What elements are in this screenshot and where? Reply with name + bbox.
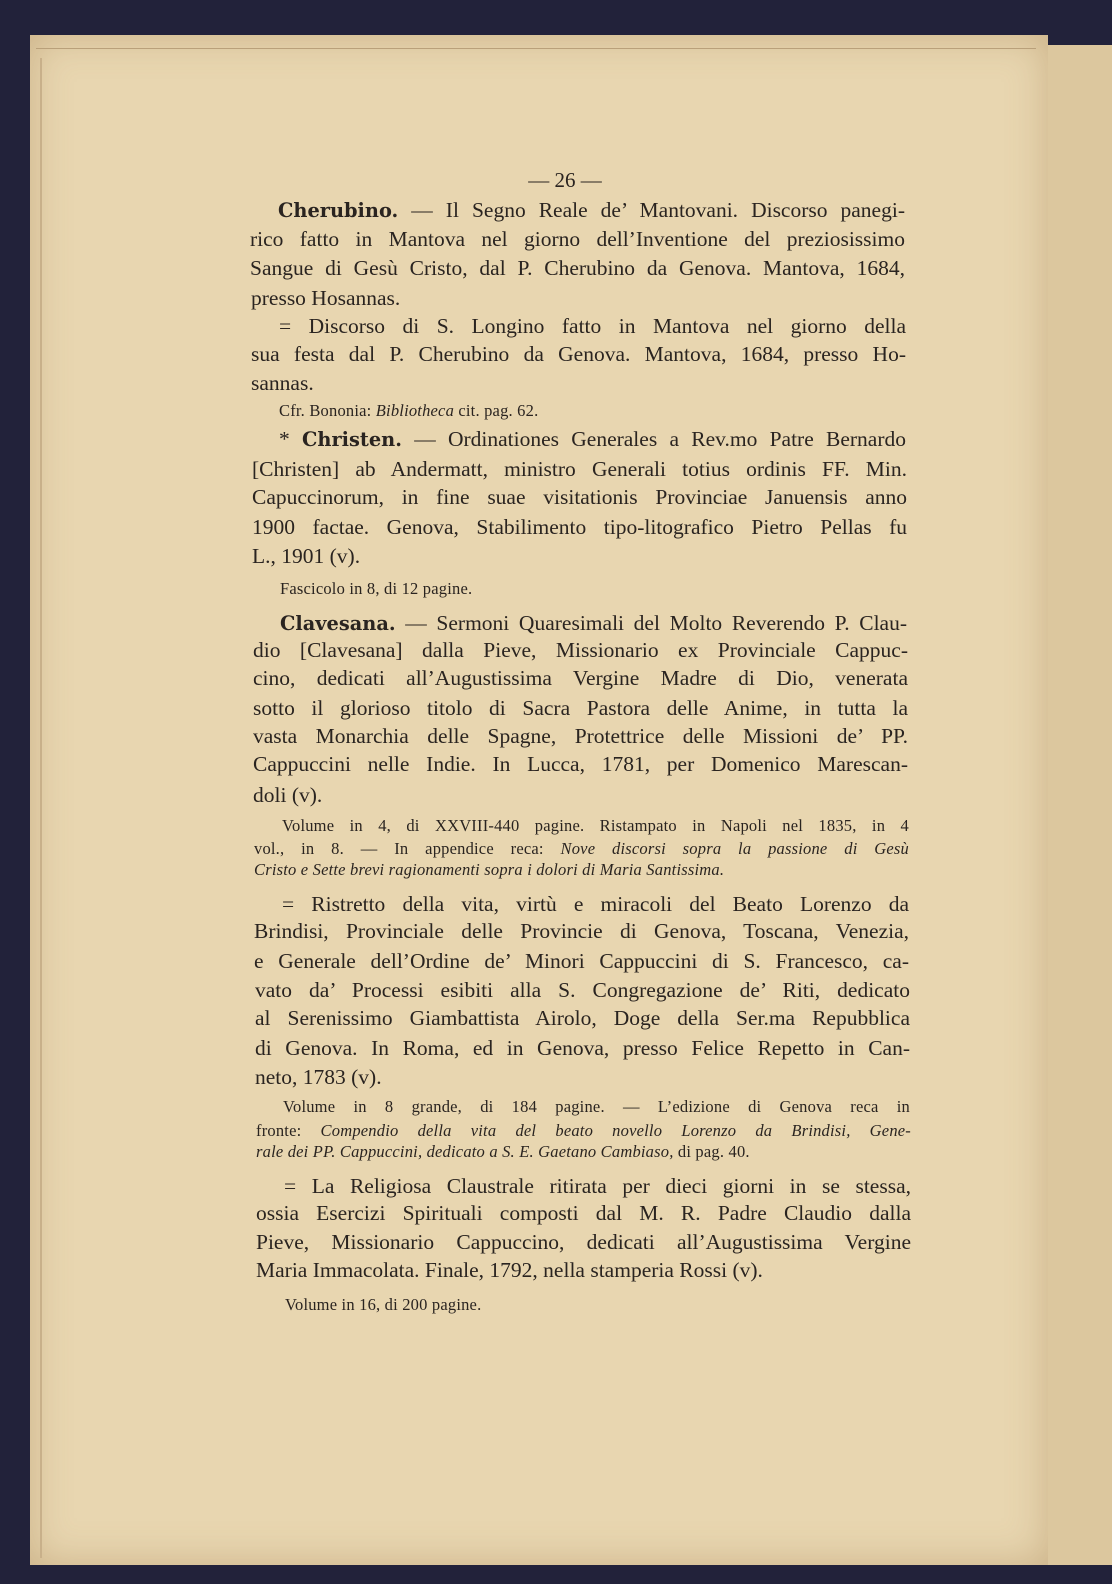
text-segment: presso Hosannas. — [251, 286, 401, 310]
text-segment: neto, 1783 (v). — [255, 1065, 382, 1089]
text-segment: Cfr. Bononia: — [279, 401, 376, 420]
text-segment: di pag. 40. — [673, 1142, 750, 1161]
text-segment: vol., in 8. — In appendice reca: — [254, 839, 561, 858]
text-line — [280, 611, 907, 636]
italic-title: Cristo e Sette brevi ragionamenti sopra i dolori di Maria Santissima. — [254, 860, 725, 879]
text-segment: vasta Monarchia delle Spagne, Protettrice delle Missioni de’ PP. — [253, 724, 908, 748]
note-line — [254, 860, 909, 880]
text-line — [252, 457, 907, 482]
page-number: — 26 — — [528, 168, 602, 192]
text-line — [253, 638, 908, 663]
text-segment: Brindisi, Provinciale delle Provincie di Genova, Toscana, Venezia, — [254, 919, 909, 943]
text-line — [251, 286, 906, 311]
text-segment: Maria Immacolata. Finale, 1792, nella stamperia Rossi (v). — [256, 1258, 763, 1282]
italic-title: Compendio della vita del beato novello Lorenzo da Brindisi, Gene- — [320, 1121, 911, 1140]
text-line — [252, 515, 907, 540]
text-line — [250, 256, 905, 281]
text-segment: sannas. — [251, 371, 314, 395]
text-segment: Capuccinorum, in fine suae visitationis Provinciae Januensis anno — [252, 485, 907, 509]
italic-title: Nove discorsi sopra la passione di Gesù — [560, 839, 909, 858]
entry-heading: Cherubino. — [278, 199, 399, 222]
text-line — [250, 227, 905, 252]
text-segment: doli (v). — [253, 783, 323, 807]
italic-title: Bibliotheca — [375, 401, 455, 420]
text-segment: = Ristretto della vita, virtù e miracoli del Beato Lorenzo da — [282, 892, 909, 916]
text-segment: fronte: — [256, 1121, 321, 1140]
text-segment: = La Religiosa Claustrale ritirata per dieci giorni in se stessa, — [284, 1174, 911, 1198]
text-segment: ossia Esercizi Spirituali composti dal M. R. Padre Claudio dalla — [256, 1201, 911, 1225]
text-segment: * — [279, 427, 302, 451]
text-line — [256, 1230, 911, 1255]
text-segment: 1900 factae. Genova, Stabilimento tipo-litografico Pietro Pellas fu — [252, 515, 907, 539]
text-line — [253, 783, 908, 808]
text-line — [253, 724, 908, 749]
text-segment: L., 1901 (v). — [252, 544, 361, 568]
entry-heading: Christen. — [302, 428, 402, 451]
text-segment: cit. pag. 62. — [454, 401, 539, 420]
text-line — [279, 314, 906, 339]
entry-heading: Clavesana. — [280, 612, 396, 635]
text-line — [279, 427, 906, 452]
text-segment: Volume in 4, di XXVIII-440 pagine. Ristampato in Napoli nel 1835, in 4 — [282, 816, 909, 835]
text-line — [251, 371, 906, 396]
text-segment: — Sermoni Quaresimali del Molto Reverendo P. Clau- — [395, 611, 907, 635]
text-segment: Volume in 8 grande, di 184 pagine. — L’edizione di Genova reca in — [283, 1097, 910, 1116]
note-line — [256, 1142, 911, 1162]
text-line — [252, 485, 907, 510]
text-segment: e Generale dell’Ordine de’ Minori Cappuccini di S. Francesco, ca- — [254, 949, 909, 973]
text-line — [255, 1036, 910, 1061]
text-line — [255, 1065, 910, 1090]
page-fold-line — [36, 48, 1036, 49]
text-segment: — Ordinationes Generales a Rev.mo Patre Bernardo — [401, 427, 906, 451]
text-segment: Sangue di Gesù Cristo, dal P. Cherubino da Genova. Mantova, 1684, — [250, 256, 905, 280]
text-line — [278, 198, 905, 223]
note-line — [283, 1097, 910, 1117]
text-segment: Cappuccini nelle Indie. In Lucca, 1781, per Domenico Marescan- — [253, 752, 908, 776]
text-segment: di Genova. In Roma, ed in Genova, presso Felice Repetto in Can- — [255, 1036, 910, 1060]
note-line — [280, 579, 907, 599]
text-segment: dio [Clavesana] dalla Pieve, Missionario ex Provinciale Cappuc- — [253, 638, 908, 662]
italic-title: rale dei PP. Cappuccini, dedicato a S. E. Gaetano Cambiaso, — [256, 1142, 674, 1161]
text-line — [252, 544, 907, 569]
note-line — [254, 839, 909, 859]
text-segment: al Serenissimo Giambattista Airolo, Doge della Ser.ma Repubblica — [255, 1006, 910, 1030]
text-segment: vato da’ Processi esibiti alla S. Congregazione de’ Riti, dedicato — [255, 978, 910, 1002]
text-line — [256, 1201, 911, 1226]
text-line — [253, 696, 908, 721]
text-line — [256, 1258, 911, 1283]
text-line — [254, 919, 909, 944]
text-line — [254, 949, 909, 974]
text-segment: [Christen] ab Andermatt, ministro Generali totius ordinis FF. Min. — [252, 457, 907, 481]
text-line — [255, 978, 910, 1003]
text-line — [253, 752, 908, 777]
text-segment: Fascicolo in 8, di 12 pagine. — [280, 579, 473, 598]
text-segment: = Discorso di S. Longino fatto in Mantova nel giorno della — [279, 314, 906, 338]
text-segment: — Il Segno Reale de’ Mantovani. Discorso panegi- — [398, 198, 905, 222]
text-segment: sotto il glorioso titolo di Sacra Pastora delle Anime, in tutta la — [253, 696, 908, 720]
note-line — [282, 816, 909, 836]
text-line — [253, 666, 908, 691]
page-fold-line — [40, 58, 42, 1558]
note-line — [279, 401, 906, 421]
text-segment: rico fatto in Mantova nel giorno dell’Inventione del preziosissimo — [250, 227, 905, 251]
note-line — [285, 1295, 912, 1315]
text-segment: Volume in 16, di 200 pagine. — [285, 1295, 482, 1314]
text-line — [282, 892, 909, 917]
text-segment: Pieve, Missionario Cappuccino, dedicati all’Augustissima Vergine — [256, 1230, 911, 1254]
text-segment: sua festa dal P. Cherubino da Genova. Mantova, 1684, presso Ho- — [251, 342, 906, 366]
text-line — [251, 342, 906, 367]
text-line — [284, 1174, 911, 1199]
text-line — [255, 1006, 910, 1031]
text-segment: cino, dedicati all’Augustissima Vergine Madre di Dio, venerata — [253, 666, 908, 690]
note-line — [256, 1121, 911, 1141]
